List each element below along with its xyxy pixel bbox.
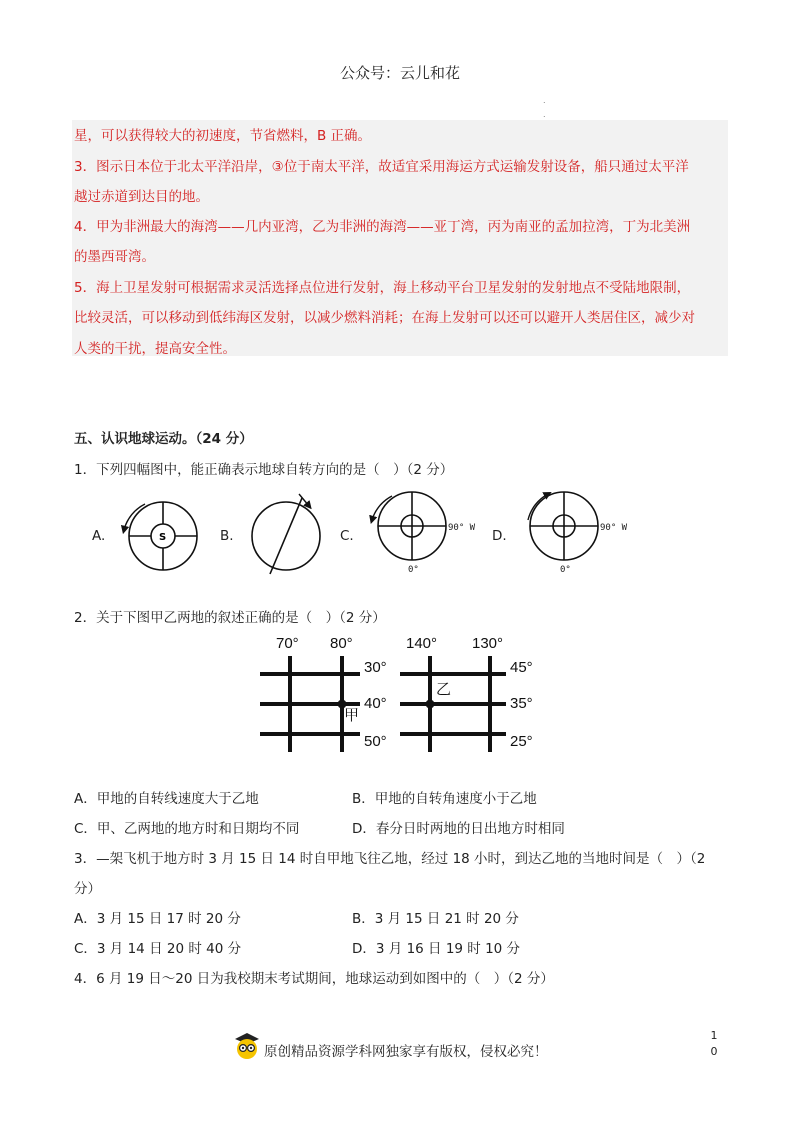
answer-line: 5．海上卫星发射可根据需求灵活选择点位进行发射，海上移动平台卫星发射的发射地点不受陆地限制，	[74, 280, 691, 296]
q1-c-zero-label: 0°	[408, 565, 419, 575]
answer-line: 比较灵活，可以移动到低纬海区发射，以减少燃料消耗；在海上发射可以还可以避开人类居住区，减少对	[74, 310, 695, 326]
q3-option-d[interactable]: D．3 月 16 日 19 时 10 分	[352, 941, 521, 957]
q2-left-grid	[260, 635, 387, 752]
question-3-text-cont: 分）	[74, 881, 101, 897]
q2-option-c[interactable]: C．甲、乙两地的地方时和日期均不同	[74, 821, 300, 837]
decorative-dot: .	[543, 96, 546, 105]
q2-point-jia-label: 甲	[344, 707, 360, 724]
q3-option-a[interactable]: A．3 月 15 日 17 时 20 分	[74, 911, 241, 927]
q3-option-b[interactable]: B．3 月 15 日 21 时 20 分	[352, 911, 519, 927]
answer-line: 越过赤道到达目的地。	[74, 189, 209, 205]
q2-left-lat-label: 50°	[364, 733, 387, 750]
page-header-title: 公众号：云儿和花	[339, 64, 460, 82]
q1-figure-b	[252, 494, 320, 574]
q1-d-zero-label: 0°	[560, 565, 571, 575]
q2-right-lon-label: 130°	[472, 635, 504, 652]
footer-copyright: 原创精品资源学科网独家享有版权，侵权必究！	[264, 1044, 548, 1060]
q2-left-lon-label: 70°	[276, 635, 299, 652]
q2-right-lat-label: 25°	[510, 733, 533, 750]
q1-pole-label: S	[159, 532, 167, 543]
question-2-text: 2．关于下图甲乙两地的叙述正确的是（ ）（2 分）	[74, 610, 386, 626]
q2-point-yi-label: 乙	[436, 681, 452, 698]
q1-figure-c	[372, 492, 476, 575]
q1-option-b-label: B.	[220, 528, 234, 544]
q2-right-lat-label: 45°	[510, 659, 533, 676]
q1-c-longitude-label: 90° W	[448, 523, 476, 533]
page-number-digit: 1	[710, 1029, 718, 1042]
decorative-dot: .	[543, 110, 546, 119]
answer-line: 的墨西哥湾。	[74, 249, 155, 265]
q2-option-b[interactable]: B．甲地的自转角速度小于乙地	[352, 791, 537, 807]
question-1-text: 1．下列四幅图中，能正确表示地球自转方向的是（ ）（2 分）	[74, 462, 454, 478]
q2-left-lon-label: 80°	[330, 635, 353, 652]
q1-option-c-label: C.	[340, 528, 354, 544]
q1-option-a-label: A.	[92, 528, 106, 544]
q1-figures	[0, 480, 800, 580]
answer-line: 人类的干扰，提高安全性。	[74, 341, 236, 357]
q3-option-c[interactable]: C．3 月 14 日 20 时 40 分	[74, 941, 242, 957]
q2-right-lat-label: 35°	[510, 695, 533, 712]
q2-option-d[interactable]: D．春分日时两地的日出地方时相同	[352, 821, 565, 837]
q1-option-d-label: D.	[492, 528, 507, 544]
answer-line: 3．图示日本位于北太平洋沿岸，③位于南太平洋，故适宜采用海运方式运输发射设备，船只通过太平洋	[74, 159, 689, 175]
section-title: 五、认识地球运动。（24 分）	[74, 431, 253, 447]
q2-option-a[interactable]: A．甲地的自转线速度大于乙地	[74, 791, 259, 807]
q2-right-lon-label: 140°	[406, 635, 438, 652]
q2-grid-figure	[240, 628, 560, 758]
question-4-text: 4．6 月 19 日～20 日为我校期末考试期间，地球运动到如图中的（ ）（2 分）	[74, 971, 554, 987]
q2-right-grid	[400, 635, 533, 752]
answer-line: 星，可以获得较大的初速度，节省燃料，B 正确。	[74, 128, 372, 144]
q2-left-lat-label: 30°	[364, 659, 387, 676]
page-number	[708, 1028, 720, 1060]
q1-figure-d	[528, 492, 628, 575]
q1-d-longitude-label: 90° W	[600, 523, 628, 533]
q1-figure-a	[124, 502, 197, 570]
q2-left-lat-label: 40°	[364, 695, 387, 712]
mascot-icon	[232, 1030, 262, 1060]
answer-line: 4．甲为非洲最大的海湾——几内亚湾，乙为非洲的海湾——亚丁湾，丙为南亚的孟加拉湾，丁为北美洲	[74, 219, 691, 235]
question-3-text: 3．—架飞机于地方时 3 月 15 日 14 时自甲地飞往乙地，经过 18 小时，到达乙地的当地时间是（ ）（2	[74, 851, 706, 867]
page-number-digit: 0	[710, 1045, 718, 1058]
